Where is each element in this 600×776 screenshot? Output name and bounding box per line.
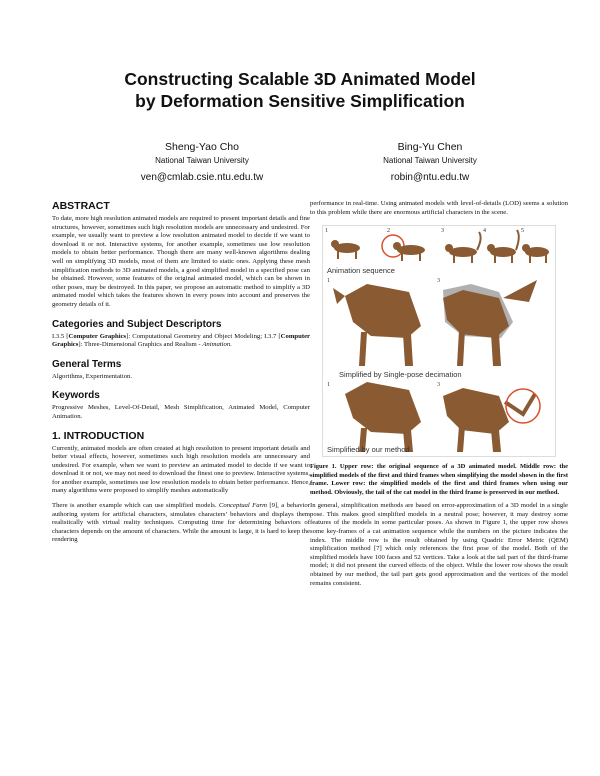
abstract-heading: ABSTRACT (52, 200, 110, 212)
introduction-section (52, 430, 310, 546)
author-email: ven@cmlab.csie.ntu.edu.tw (140, 172, 264, 183)
general-terms-heading: General Terms (52, 358, 122, 370)
row-label-single-pose: Simplified by Single-pose decimation (339, 370, 462, 380)
introduction-paragraph-1: Currently, animated models are often created at high resolution to present important details and better visual effects, however, sometimes such high resolution models are unnecessary and undesired. For example, when we want to preview an animated model to decide if we want to download it or not, we may not need to download the finest one to preview. Interactive systems, for another example, sometimes use low resolution models to obtain better performance. Hence, many algorithms were proposed to simplify meshes automatically (52, 444, 310, 495)
right-column (310, 200, 568, 588)
frame-3-cat (445, 244, 477, 263)
categories-section (52, 318, 310, 350)
keywords-text: Progressive Meshes, Level-Of-Detail, Mesh Simplification, Animated Model, Computer Animation. (52, 404, 310, 420)
categories-heading: Categories and Subject Descriptors (52, 318, 222, 330)
author-affiliation: National Taiwan University (155, 156, 249, 165)
author-name: Sheng-Yao Cho (165, 141, 239, 153)
cat-figure-image (323, 226, 555, 456)
general-terms-section (52, 358, 310, 382)
keywords-section (52, 389, 310, 421)
author-name: Bing-Yu Chen (397, 141, 463, 153)
right-paragraph-2: In general, simplification methods are based on error-approximation of a 3D model in a single pose. This makes good simplified models in a neutral pose; however, it may destroy some features of the models in some particular poses. As shown in Figure 1, the upper row shows some key-frames of a cat animation sequence while the numbers on the picture indicates the index. The middle row is the result obtained by using Quadric Error Metric (QEM) simplification method [7] which only references the first pose of the model. Both of the simplified models have 100 faces and 52 vertices. Take a look at the tail part of the third-frame model; it did not present the curved effects of the object. While the lower row shows the result obtained by our method, the tail part gets good approximation and the vertices of the model remains consistent. (310, 502, 568, 587)
introduction-heading: 1. INTRODUCTION (52, 429, 145, 442)
row-label-our-method: Simplified by our method (327, 445, 410, 455)
frame-4-cat (487, 244, 516, 263)
decimated-frame-1-cat (333, 284, 421, 366)
author-affiliation: National Taiwan University (383, 156, 477, 165)
ours-frame-3-cat (443, 388, 509, 452)
author-block-1 (72, 140, 332, 185)
introduction-paragraph-2: There is another example which can use simplified models. Conceptual Farm [9], a behavior authoring system for artificial characters, simulates characters’ behaviors and displays them realistically with virtual reality techniques. Computing time for determining behaviors of characters depends on the amount of characters. While the amount is large, it is hard to keep the rendering (52, 502, 310, 544)
preserved-tail-icon (505, 394, 535, 414)
left-column (52, 200, 310, 553)
paper-title (0, 68, 600, 112)
general-terms-text: Algorithms, Experimentation. (52, 372, 133, 380)
title-line-2: by Deformation Sensitive Simplification (135, 91, 465, 111)
decimated-tail-icon (503, 280, 537, 302)
figure-1: 1 2 3 4 5 Animation sequence 1 3 Simplified by Single-pose decimation 1 3 Simplified by our method (322, 225, 556, 457)
row-label-animation: Animation sequence (327, 266, 395, 276)
keywords-heading: Keywords (52, 390, 100, 402)
frame-1-cat (331, 240, 360, 259)
frame-2-cat (393, 242, 425, 261)
figure-caption: Figure 1. Upper row: the original sequence of a 3D animated model. Middle row: the simplified models of the first and third frames when simplifying the model shown in the first frame. Lower row: the simplified models of the first and third frames when using our method. Obviously, the tail of the cat model in the third frame is preserved in our method. (310, 463, 568, 496)
abstract-section (52, 200, 310, 310)
author-block-2 (300, 140, 560, 185)
title-line-1: Constructing Scalable 3D Animated Model (124, 69, 476, 89)
abstract-text: To date, more high resolution animated models are required to present important details and fine structures, however, sometimes such high resolution models are unnecessary and undesired. For example, we usually want to preview a low resolution animated model to decide if we want to download it or not. Interactive systems, for another example, sometimes use low resolution models to obtain better performance. Though there are many well-known algorithms dealing well on simplifying 3D models, most of them are limited to static ones. Applying these mesh simplification methods to 3D animated models, a good simplified model in a specified pose can be obtained. However, some features of the original animated model, which can be shown in other poses, may be destroyed. In this paper, we propose an automatic method to simplify a 3D animated model which takes the features shown in every poses into account and preserves the geometry details of it. (52, 215, 310, 308)
frame-5-cat (522, 244, 549, 263)
categories-text: I.3.5 [Computer Graphics]: Computational Geometry and Object Modeling; I.3.7 [Computer Graphics]: Three-Dimensional Graphics and Realism - Animation. (52, 332, 311, 349)
author-email: robin@ntu.edu.tw (390, 172, 470, 183)
ours-frame-1-cat (345, 382, 421, 452)
right-intro-paragraph: performance in real-time. Using animated models with level-of-details (LOD) seems a solution to this problem while there are enormous artificial characters in the scene. (310, 200, 568, 216)
